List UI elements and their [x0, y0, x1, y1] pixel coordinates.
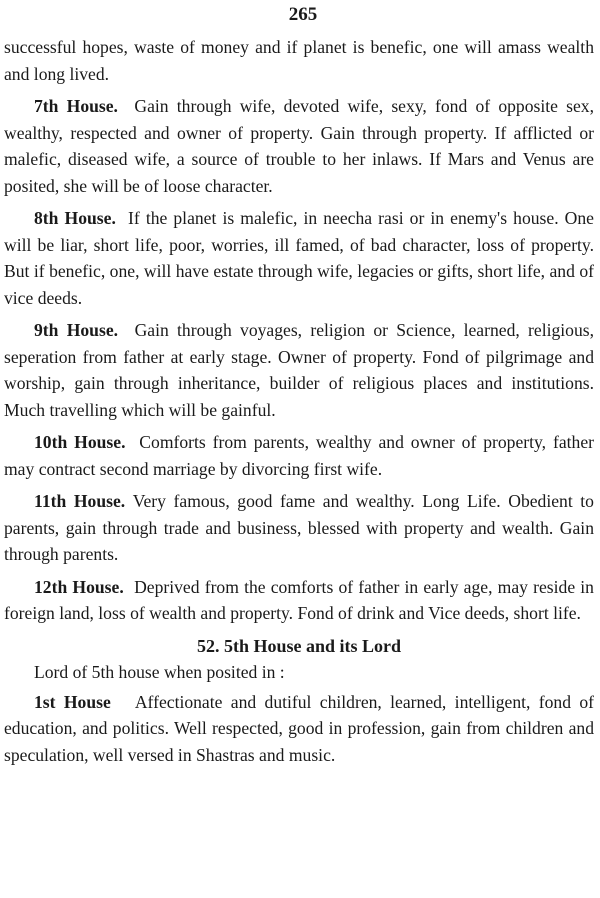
house-8-heading: 8th House.	[34, 208, 116, 228]
page-number: 265	[288, 4, 318, 25]
house-7-heading: 7th House.	[34, 96, 118, 116]
house-12-paragraph	[4, 574, 594, 627]
house-12-text: Deprived from the comforts of father in early age, may reside in foreign land, loss of wealth and property. Fond of drink and Vice deeds, short life.	[4, 576, 594, 623]
house-11-heading: 11th House.	[34, 491, 126, 511]
book-page	[4, 0, 594, 898]
house-11-paragraph	[4, 488, 594, 568]
house-9-text: Gain through voyages, religion or Science, learned, religious, seperation from father at early stage. Owner of property. Fond of pilgrimage and worship, gain through inheritance, builder of religious places and institutions. Much travelling which will be gainful.	[4, 320, 594, 420]
house-9-heading: 9th House.	[34, 320, 119, 340]
house-11-text: Very famous, good fame and wealthy. Long Life. Obedient to parents, gain through trade and business, blessed with property and wealth. Gain through parents.	[4, 491, 594, 564]
first-house-heading: 1st House	[34, 691, 111, 712]
house-8-text: If the planet is malefic, in neecha rasi or in enemy's house. One will be liar, short life, poor, worries, ill famed, of bad character, loss of property. But if benefic, one, will have estate through wife, legacies or gifts, short life, and of vice deeds.	[4, 208, 594, 308]
house-10-heading: 10th House.	[34, 432, 126, 452]
house-10-text: Comforts from parents, wealthy and owner of property, father may contract second marriage by divorcing first wife.	[4, 432, 594, 479]
house-7-paragraph	[4, 93, 594, 199]
first-house-paragraph	[4, 689, 594, 769]
section-heading: 52. 5th House and its Lord	[196, 635, 402, 656]
house-9-paragraph	[4, 317, 594, 423]
house-8-paragraph	[4, 205, 594, 311]
first-house-text: Affectionate and dutiful children, learned, intelligent, fond of education, and politics. Well respected, good in profession, gain from children and speculation, well versed in Shastras and music.	[4, 691, 594, 765]
house-12-heading: 12th House.	[34, 576, 124, 597]
house-7-text: Gain through wife, devoted wife, sexy, fond of opposite sex, wealthy, respected and owner of property. Gain through property. If afflicted or malefic, diseased wife, a source of trouble to her inlaws. If Mars and Venus are posited, she will be of loose character.	[4, 96, 594, 196]
house-10-paragraph	[4, 429, 594, 482]
section-intro: Lord of 5th house when posited in :	[34, 661, 285, 682]
continuation-paragraph: successful hopes, waste of money and if planet is benefic, one will amass wealth and long lived.	[4, 37, 594, 84]
